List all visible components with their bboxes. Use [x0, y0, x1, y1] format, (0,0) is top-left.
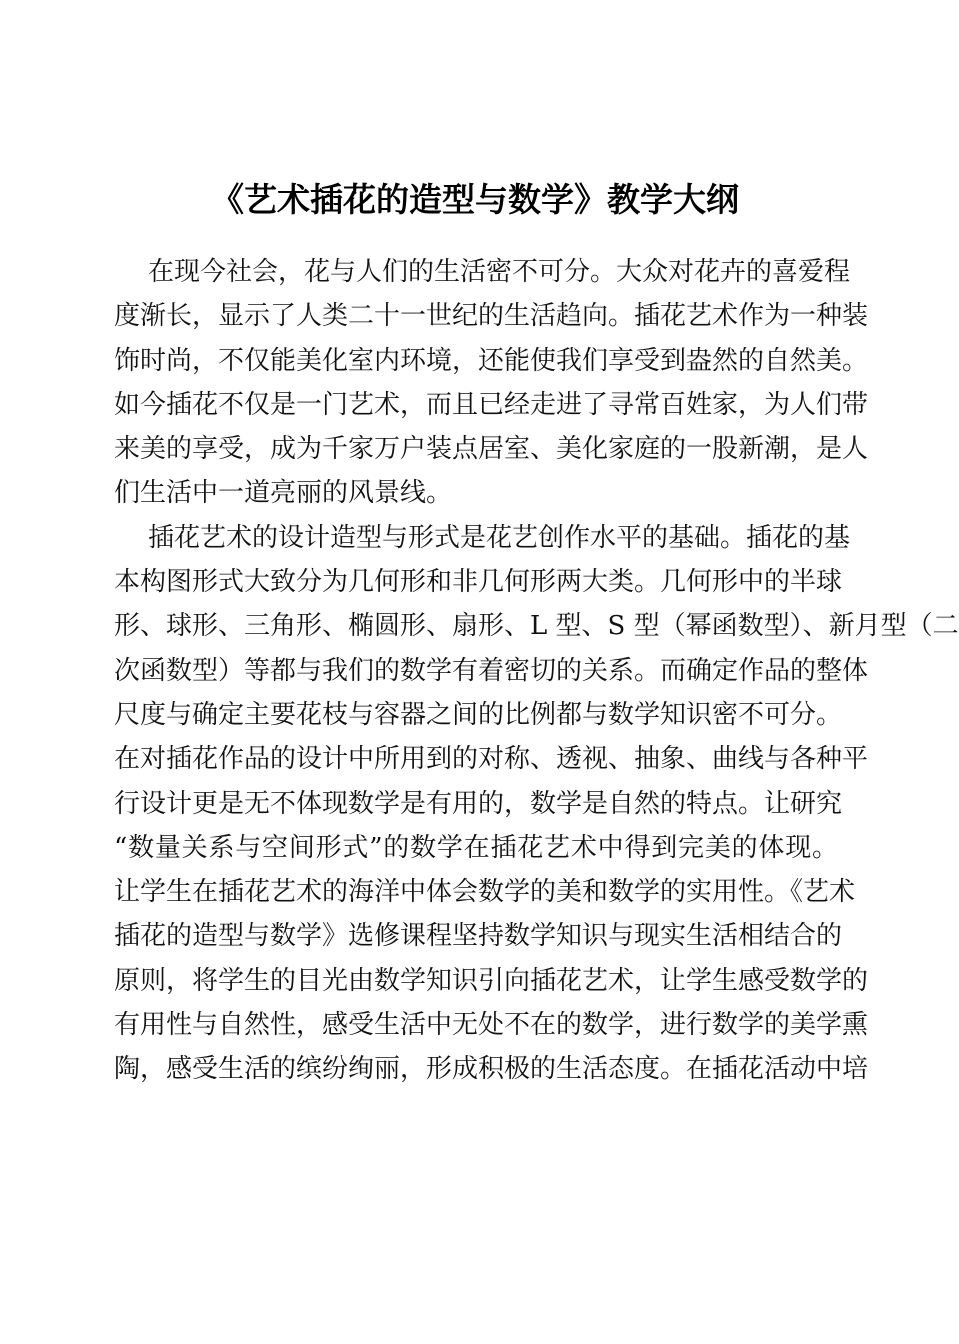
text-line: 在对插花作品的设计中所用到的对称、透视、抽象、曲线与各种平	[114, 744, 869, 775]
text-line: 原则，将学生的目光由数学知识引向插花艺术，让学生感受数学的	[114, 965, 869, 996]
document-body	[114, 250, 959, 1092]
text-line: 如今插花不仅是一门艺术，而且已经走进了寻常百姓家，为人们带	[114, 389, 869, 420]
document-title: 《艺术插花的造型与数学》教学大纲	[211, 180, 739, 219]
paragraph-2	[114, 516, 959, 1092]
text-line: 行设计更是无不体现数学是有用的，数学是自然的特点。让研究	[114, 788, 843, 819]
text-line: 们生活中一道亮丽的风景线。	[114, 478, 453, 509]
text-line: 饰时尚，不仅能美化室内环境，还能使我们享受到盎然的自然美。	[114, 345, 869, 376]
text-line: 来美的享受，成为千家万户装点居室、美化家庭的一股新潮，是人	[114, 434, 869, 465]
text-line: 次函数型）等都与我们的数学有着密切的关系。而确定作品的整体	[114, 655, 869, 686]
text-line: 插花艺术的设计造型与形式是花艺创作水平的基础。插花的基	[148, 522, 851, 553]
text-line: 插花的造型与数学》选修课程坚持数学知识与现实生活相结合的	[114, 921, 843, 952]
text-line: 让学生在插花艺术的海洋中体会数学的美和数学的实用性。《艺术	[114, 877, 856, 908]
text-line: 在现今社会，花与人们的生活密不可分。大众对花卉的喜爱程	[148, 257, 851, 287]
text-line: 有用性与自然性，感受生活中无处不在的数学，进行数学的美学熏	[114, 1010, 869, 1041]
paragraph-1	[114, 250, 869, 516]
text-line: 本构图形式大致分为几何形和非几何形两大类。几何形中的半球	[114, 567, 843, 598]
text-line: 尺度与确定主要花枝与容器之间的比例都与数学知识密不可分。	[114, 699, 843, 730]
text-line: “数量关系与空间形式”的数学在插花艺术中得到完美的体现。	[114, 832, 838, 863]
text-line: 度渐长，显示了人类二十一世纪的生活趋向。插花艺术作为一种装	[114, 301, 869, 332]
text-line: 形、球形、三角形、椭圆形、扇形、L 型、S 型（幂函数型）、新月型（二	[114, 611, 959, 642]
text-line: 陶，感受生活的缤纷绚丽，形成积极的生活态度。在插花活动中培	[114, 1054, 869, 1085]
